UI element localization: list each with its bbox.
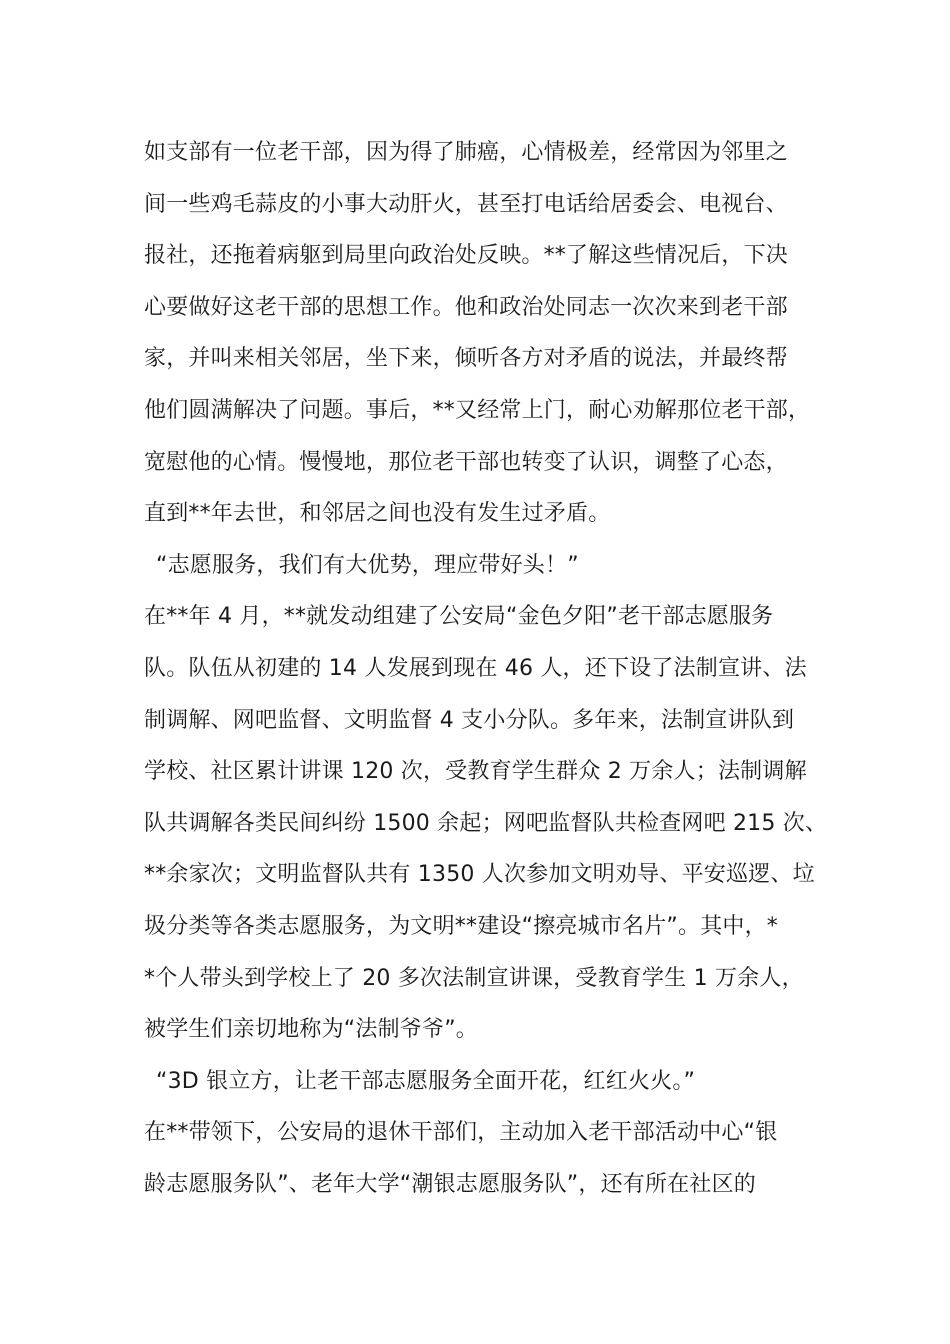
text-line: 家，并叫来相关邻居，坐下来，倾听各方对矛盾的说法，并最终帮 [144, 346, 788, 372]
text-line: 直到**年去世，和邻居之间也没有发生过矛盾。 [144, 501, 611, 527]
text-line: 龄志愿服务队”、老年大学“潮银志愿服务队”，还有所在社区的 [144, 1171, 756, 1197]
text-line: 如支部有一位老干部，因为得了肺癌，心情极差，经常因为邻里之 [144, 140, 788, 165]
quote-heading: “3D 银立方，让老干部志愿服务全面开花，红红火火。” [156, 1068, 696, 1094]
text-line: 被学生们亲切地称为“法制爷爷”。 [144, 1017, 478, 1043]
text-line: 制调解、网吧监督、文明监督 4 支小分队。多年来，法制宣讲队到 [144, 707, 795, 733]
text-line: 他们圆满解决了问题。事后，**又经常上门，耐心劝解那位老干部， [144, 397, 811, 423]
text-line: 在**年 4 月，**就发动组建了公安局“金色夕阳”老干部志愿服务 [144, 604, 774, 630]
text-line: 间一些鸡毛蒜皮的小事大动肝火，甚至打电话给居委会、电视台、 [144, 191, 788, 217]
text-line: 宽慰他的心情。慢慢地，那位老干部也转变了认识，调整了心态， [144, 449, 788, 475]
text-line: 队共调解各类民间纠纷 1500 余起；网吧监督队共检查网吧 215 次、 [144, 810, 828, 836]
text-line: 队。队伍从初建的 14 人发展到现在 46 人，还下设了法制宣讲、法 [144, 655, 807, 681]
text-line: **余家次；文明监督队共有 1350 人次参加文明劝导、平安巡逻、垃 [144, 862, 815, 888]
text-line: *个人带头到学校上了 20 多次法制宣讲课，受教育学生 1 万余人， [144, 965, 804, 991]
text-line: 学校、社区累计讲课 120 次，受教育学生群众 2 万余人；法制调解 [144, 759, 807, 785]
text-line: 报社，还拖着病躯到局里向政治处反映。**了解这些情况后，下决 [144, 243, 789, 269]
quote-heading: “志愿服务，我们有大优势，理应带好头！” [156, 552, 579, 578]
document-body [144, 130, 828, 1213]
text-line: 圾分类等各类志愿服务，为文明**建设“擦亮城市名片”。其中，* [144, 913, 778, 939]
text-line: 心要做好这老干部的思想工作。他和政治处同志一次次来到老干部 [144, 294, 788, 320]
text-line: 在**带领下，公安局的退休干部们，主动加入老干部活动中心“银 [144, 1120, 778, 1146]
